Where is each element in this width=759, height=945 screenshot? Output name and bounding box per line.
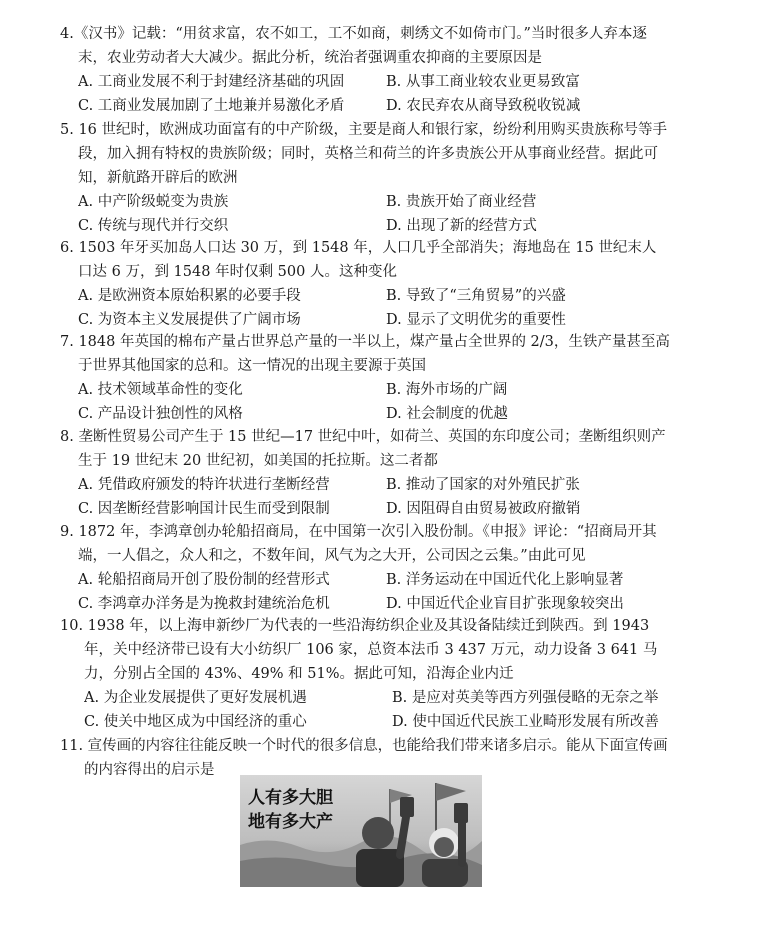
question-stem: 7. 1848 年英国的棉布产量占世界总产量的一半以上，煤产量占全世界的 2/3，生铁产量甚至高于世界其他国家的总和。这一情况的出现主要源于英国 — [60, 334, 670, 374]
option-a[interactable]: A. 工商业发展不利于封建经济基础的巩固 — [78, 74, 345, 90]
question-stem: 9. 1872 年，李鸿章创办轮船招商局，在中国第一次引入股份制。《申报》评论：“招商局开其端，一人倡之，众人和之，不数年间，风气为之大开，公司因之云集。”由此可见 — [60, 524, 657, 564]
options — [60, 568, 670, 616]
option-a[interactable]: A. 轮船招商局开创了股份制的经营形式 — [78, 572, 330, 588]
question-stem: 8. 垄断性贸易公司产生于 15 世纪—17 世纪中叶，如荷兰、英国的东印度公司；垄断组织则产生于 19 世纪末 20 世纪初，如美国的托拉斯。这二者都 — [60, 429, 666, 469]
option-c[interactable]: C. 为资本主义发展提供了广阔市场 — [78, 312, 301, 328]
option-d[interactable]: D. 使中国近代民族工业畸形发展有所改善 — [392, 714, 659, 730]
option-b[interactable]: B. 海外市场的广阔 — [386, 382, 508, 398]
poster-slogan-line-2: 地有多大产 — [248, 812, 333, 832]
options — [60, 378, 670, 426]
question-9 — [60, 520, 670, 616]
option-c[interactable]: C. 工商业发展加剧了土地兼并易激化矛盾 — [78, 98, 345, 114]
option-c[interactable]: C. 传统与现代并行交织 — [78, 218, 229, 234]
question-stem: 6. 1503 年牙买加岛人口达 30 万，到 1548 年，人口几乎全部消失；海地岛在 15 世纪末人口达 6 万，到 1548 年时仅剩 500 人。这种变化 — [60, 240, 657, 280]
option-b[interactable]: B. 从事工商业较农业更易致富 — [386, 74, 580, 90]
option-c[interactable]: C. 产品设计独创性的风格 — [78, 406, 243, 422]
question-stem: 4.《汉书》记载：“用贫求富，农不如工，工不如商，刺绣文不如倚市门。”当时很多人弃本逐末，农业劳动者大大减少。据此分析，统治者强调重农抑商的主要原因是 — [60, 26, 647, 66]
question-5 — [60, 118, 670, 238]
option-d[interactable]: D. 因阻碍自由贸易被政府撤销 — [386, 501, 581, 517]
option-b[interactable]: B. 导致了“三角贸易”的兴盛 — [386, 288, 566, 304]
option-c[interactable]: C. 李鸿章办洋务是为挽救封建统治危机 — [78, 596, 330, 612]
option-d[interactable]: D. 中国近代企业盲目扩张现象较突出 — [386, 596, 624, 612]
question-10 — [60, 614, 670, 734]
poster-slogan-line-1: 人有多大胆 — [248, 788, 333, 808]
options — [60, 284, 670, 332]
question-stem: 11. 宣传画的内容往往能反映一个时代的很多信息，也能给我们带来诸多启示。能从下面宣传画的内容得出的启示是 — [60, 738, 668, 778]
option-c[interactable]: C. 使关中地区成为中国经济的重心 — [84, 714, 307, 730]
option-a[interactable]: A. 中产阶级蜕变为贵族 — [78, 194, 229, 210]
options — [60, 190, 670, 238]
option-d[interactable]: D. 社会制度的优越 — [386, 406, 508, 422]
option-b[interactable]: B. 洋务运动在中国近代化上影响显著 — [386, 572, 624, 588]
option-d[interactable]: D. 显示了文明优劣的重要性 — [386, 312, 566, 328]
option-a[interactable]: A. 技术领域革命性的变化 — [78, 382, 243, 398]
question-stem: 5. 16 世纪时，欧洲成功面富有的中产阶级，主要是商人和银行家，纷纷利用购买贵族称号等手段，加入拥有特权的贵族阶级；同时，英格兰和荷兰的许多贵族公开从事商业经营。据此可知，新航路开辟后的欧洲 — [60, 122, 667, 186]
option-b[interactable]: B. 推动了国家的对外殖民扩张 — [386, 477, 580, 493]
options — [60, 686, 670, 734]
question-4 — [60, 22, 670, 118]
option-b[interactable]: B. 是应对英美等西方列强侵略的无奈之举 — [392, 690, 659, 706]
question-6 — [60, 236, 670, 332]
options — [60, 473, 670, 521]
option-a[interactable]: A. 为企业发展提供了更好发展机遇 — [84, 690, 307, 706]
option-a[interactable]: A. 是欧洲资本原始积累的必要手段 — [78, 288, 301, 304]
question-7 — [60, 330, 670, 426]
option-a[interactable]: A. 凭借政府颁发的特许状进行垄断经营 — [78, 477, 330, 493]
propaganda-poster — [240, 775, 482, 887]
question-8 — [60, 425, 670, 521]
option-d[interactable]: D. 出现了新的经营方式 — [386, 218, 537, 234]
options — [60, 70, 670, 118]
option-b[interactable]: B. 贵族开始了商业经营 — [386, 194, 537, 210]
option-c[interactable]: C. 因垄断经营影响国计民生而受到限制 — [78, 501, 330, 517]
option-d[interactable]: D. 农民弃农从商导致税收锐减 — [386, 98, 581, 114]
question-stem: 10. 1938 年，以上海申新纱厂为代表的一些沿海纺织企业及其设备陆续迁到陕西。到 1943 年，关中经济带已设有大小纺织厂 106 家，总资本法币 3 437 万元，动力设备 3 641 马力，分别占全国的 43%、49% 和 51%。据此可知，沿海企业内迁 — [60, 618, 658, 682]
